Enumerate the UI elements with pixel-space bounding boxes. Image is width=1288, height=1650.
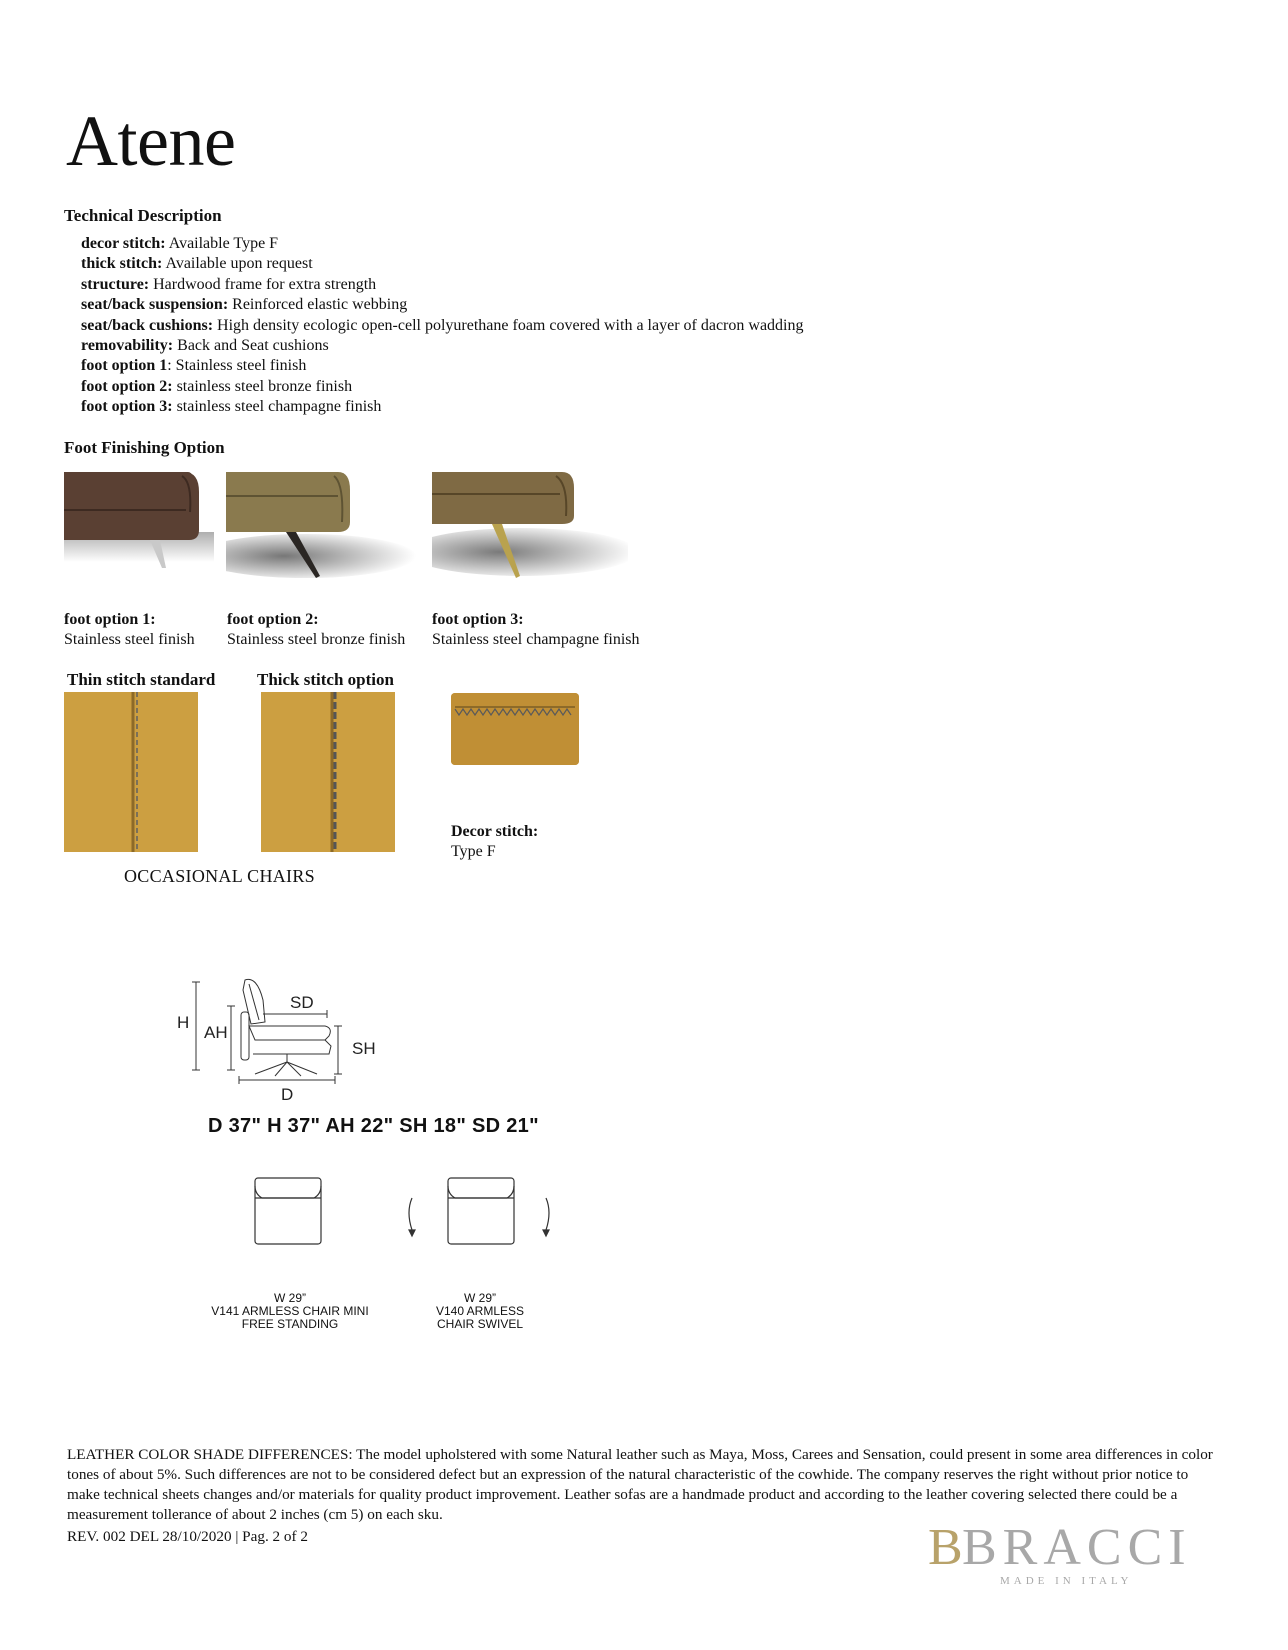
foot-option-1-image <box>64 472 214 580</box>
foot-option-3-image <box>432 472 628 582</box>
spec-value: Back and Seat cushions <box>173 337 329 355</box>
thick-stitch-label: Thick stitch option <box>257 670 394 689</box>
page-title: Atene <box>66 101 236 181</box>
bracci-logo <box>928 1518 1198 1595</box>
v141-chair-plan-icon <box>250 1176 330 1248</box>
v141-caption <box>200 1292 380 1331</box>
spec-label: foot option 2: <box>81 377 173 395</box>
spec-label: foot option 1 <box>81 357 168 375</box>
foot-option-desc: Stainless steel bronze finish <box>227 631 406 648</box>
spec-list <box>81 234 803 418</box>
model-name-line2: FREE STANDING <box>241 1317 339 1331</box>
spec-row <box>81 377 803 397</box>
decor-stitch-swatch <box>451 693 579 765</box>
spec-row <box>81 234 803 254</box>
occasional-chairs-heading: OCCASIONAL CHAIRS <box>124 866 315 886</box>
spec-value: Available upon request <box>162 255 313 273</box>
chair-dimension-diagram <box>175 970 395 1110</box>
foot-option-2-image <box>226 472 416 582</box>
foot-option-1-caption <box>64 610 195 650</box>
foot-option-label: foot option 3: <box>432 611 524 628</box>
logo-wordmark-initial: B <box>928 1519 969 1576</box>
spec-label: seat/back suspension: <box>81 296 229 314</box>
swivel-arrow-left <box>409 1198 412 1230</box>
spec-value: Reinforced elastic webbing <box>228 296 408 314</box>
spec-value: Hardwood frame for extra strength <box>149 275 377 293</box>
decor-stitch-caption <box>451 822 538 862</box>
revision-info: REV. 002 DEL 28/10/2020 | Pag. 2 of 2 <box>67 1528 308 1545</box>
diagram-label-h: H <box>177 1013 190 1032</box>
model-name-line2: CHAIR SWIVEL <box>436 1317 523 1331</box>
logo-wordmark-rest: BRACCI <box>962 1519 1192 1576</box>
spec-value: High density ecologic open-cell polyurethane foam covered with a layer of dacron wadding <box>213 316 804 334</box>
logo-tagline: MADE IN ITALY <box>1000 1575 1133 1587</box>
spec-row <box>81 275 803 295</box>
spec-row <box>81 397 803 417</box>
foot-finishing-heading: Foot Finishing Option <box>64 438 225 457</box>
spec-row <box>81 336 803 356</box>
spec-row <box>81 316 803 336</box>
foot-option-desc: Stainless steel finish <box>64 631 195 648</box>
foot-option-2-caption <box>227 610 405 650</box>
decor-stitch-type: Type F <box>451 843 496 860</box>
spec-value: stainless steel champagne finish <box>172 398 382 416</box>
diagram-label-ah: AH <box>204 1023 228 1042</box>
spec-label: removability: <box>81 337 174 355</box>
spec-label: decor stitch: <box>81 235 166 252</box>
v140-caption <box>400 1292 560 1331</box>
v140-chair-plan-icon <box>404 1176 564 1248</box>
spec-row <box>81 356 803 376</box>
dimensions-summary: D 37" H 37" AH 22" SH 18" SD 21" <box>208 1115 539 1137</box>
model-name-line1: V141 ARMLESS CHAIR MINI <box>211 1304 369 1318</box>
spec-row <box>81 295 803 315</box>
foot-option-label: foot option 1: <box>64 611 156 628</box>
spec-value: stainless steel bronze finish <box>172 377 353 395</box>
foot-option-label: foot option 2: <box>227 611 319 628</box>
spec-label: seat/back cushions: <box>81 316 214 334</box>
foot-option-desc: Stainless steel champagne finish <box>432 631 640 648</box>
diagram-label-sd: SD <box>290 993 314 1012</box>
diagram-label-sh: SH <box>352 1039 376 1058</box>
model-width: W 29” <box>463 1291 496 1305</box>
foot-option-3-caption <box>432 610 640 650</box>
spec-value: : Stainless steel finish <box>167 357 307 375</box>
model-name-line1: V140 ARMLESS <box>435 1304 525 1318</box>
thick-stitch-swatch <box>261 692 395 852</box>
spec-label: foot option 3: <box>81 398 173 416</box>
model-width: W 29” <box>273 1291 306 1305</box>
technical-description-heading: Technical Description <box>64 206 222 225</box>
decor-stitch-label: Decor stitch: <box>451 823 539 840</box>
spec-label: thick stitch: <box>81 255 163 273</box>
spec-row <box>81 254 803 274</box>
spec-value: Available Type F <box>165 235 279 252</box>
diagram-label-d: D <box>281 1085 294 1104</box>
leather-disclaimer: LEATHER COLOR SHADE DIFFERENCES: The model upholstered with some Natural leather such as Maya, Moss, Carees and Sensation, could present in some area differences in color tones of about 5%. Such differences are not to be considered defect but an expression of the natural characteristic of the cowhide. The company reserves the right without prior notice to make technical sheets changes and/or materials for quality product improvement. Leather sofas are a handmade product and according to the leather covering selected there could be a measurement tollerance of about 2 inches (cm 5) on each sku. <box>67 1446 1213 1523</box>
spec-label: structure: <box>81 275 150 293</box>
thin-stitch-label: Thin stitch standard <box>67 670 216 689</box>
thin-stitch-swatch <box>64 692 198 852</box>
